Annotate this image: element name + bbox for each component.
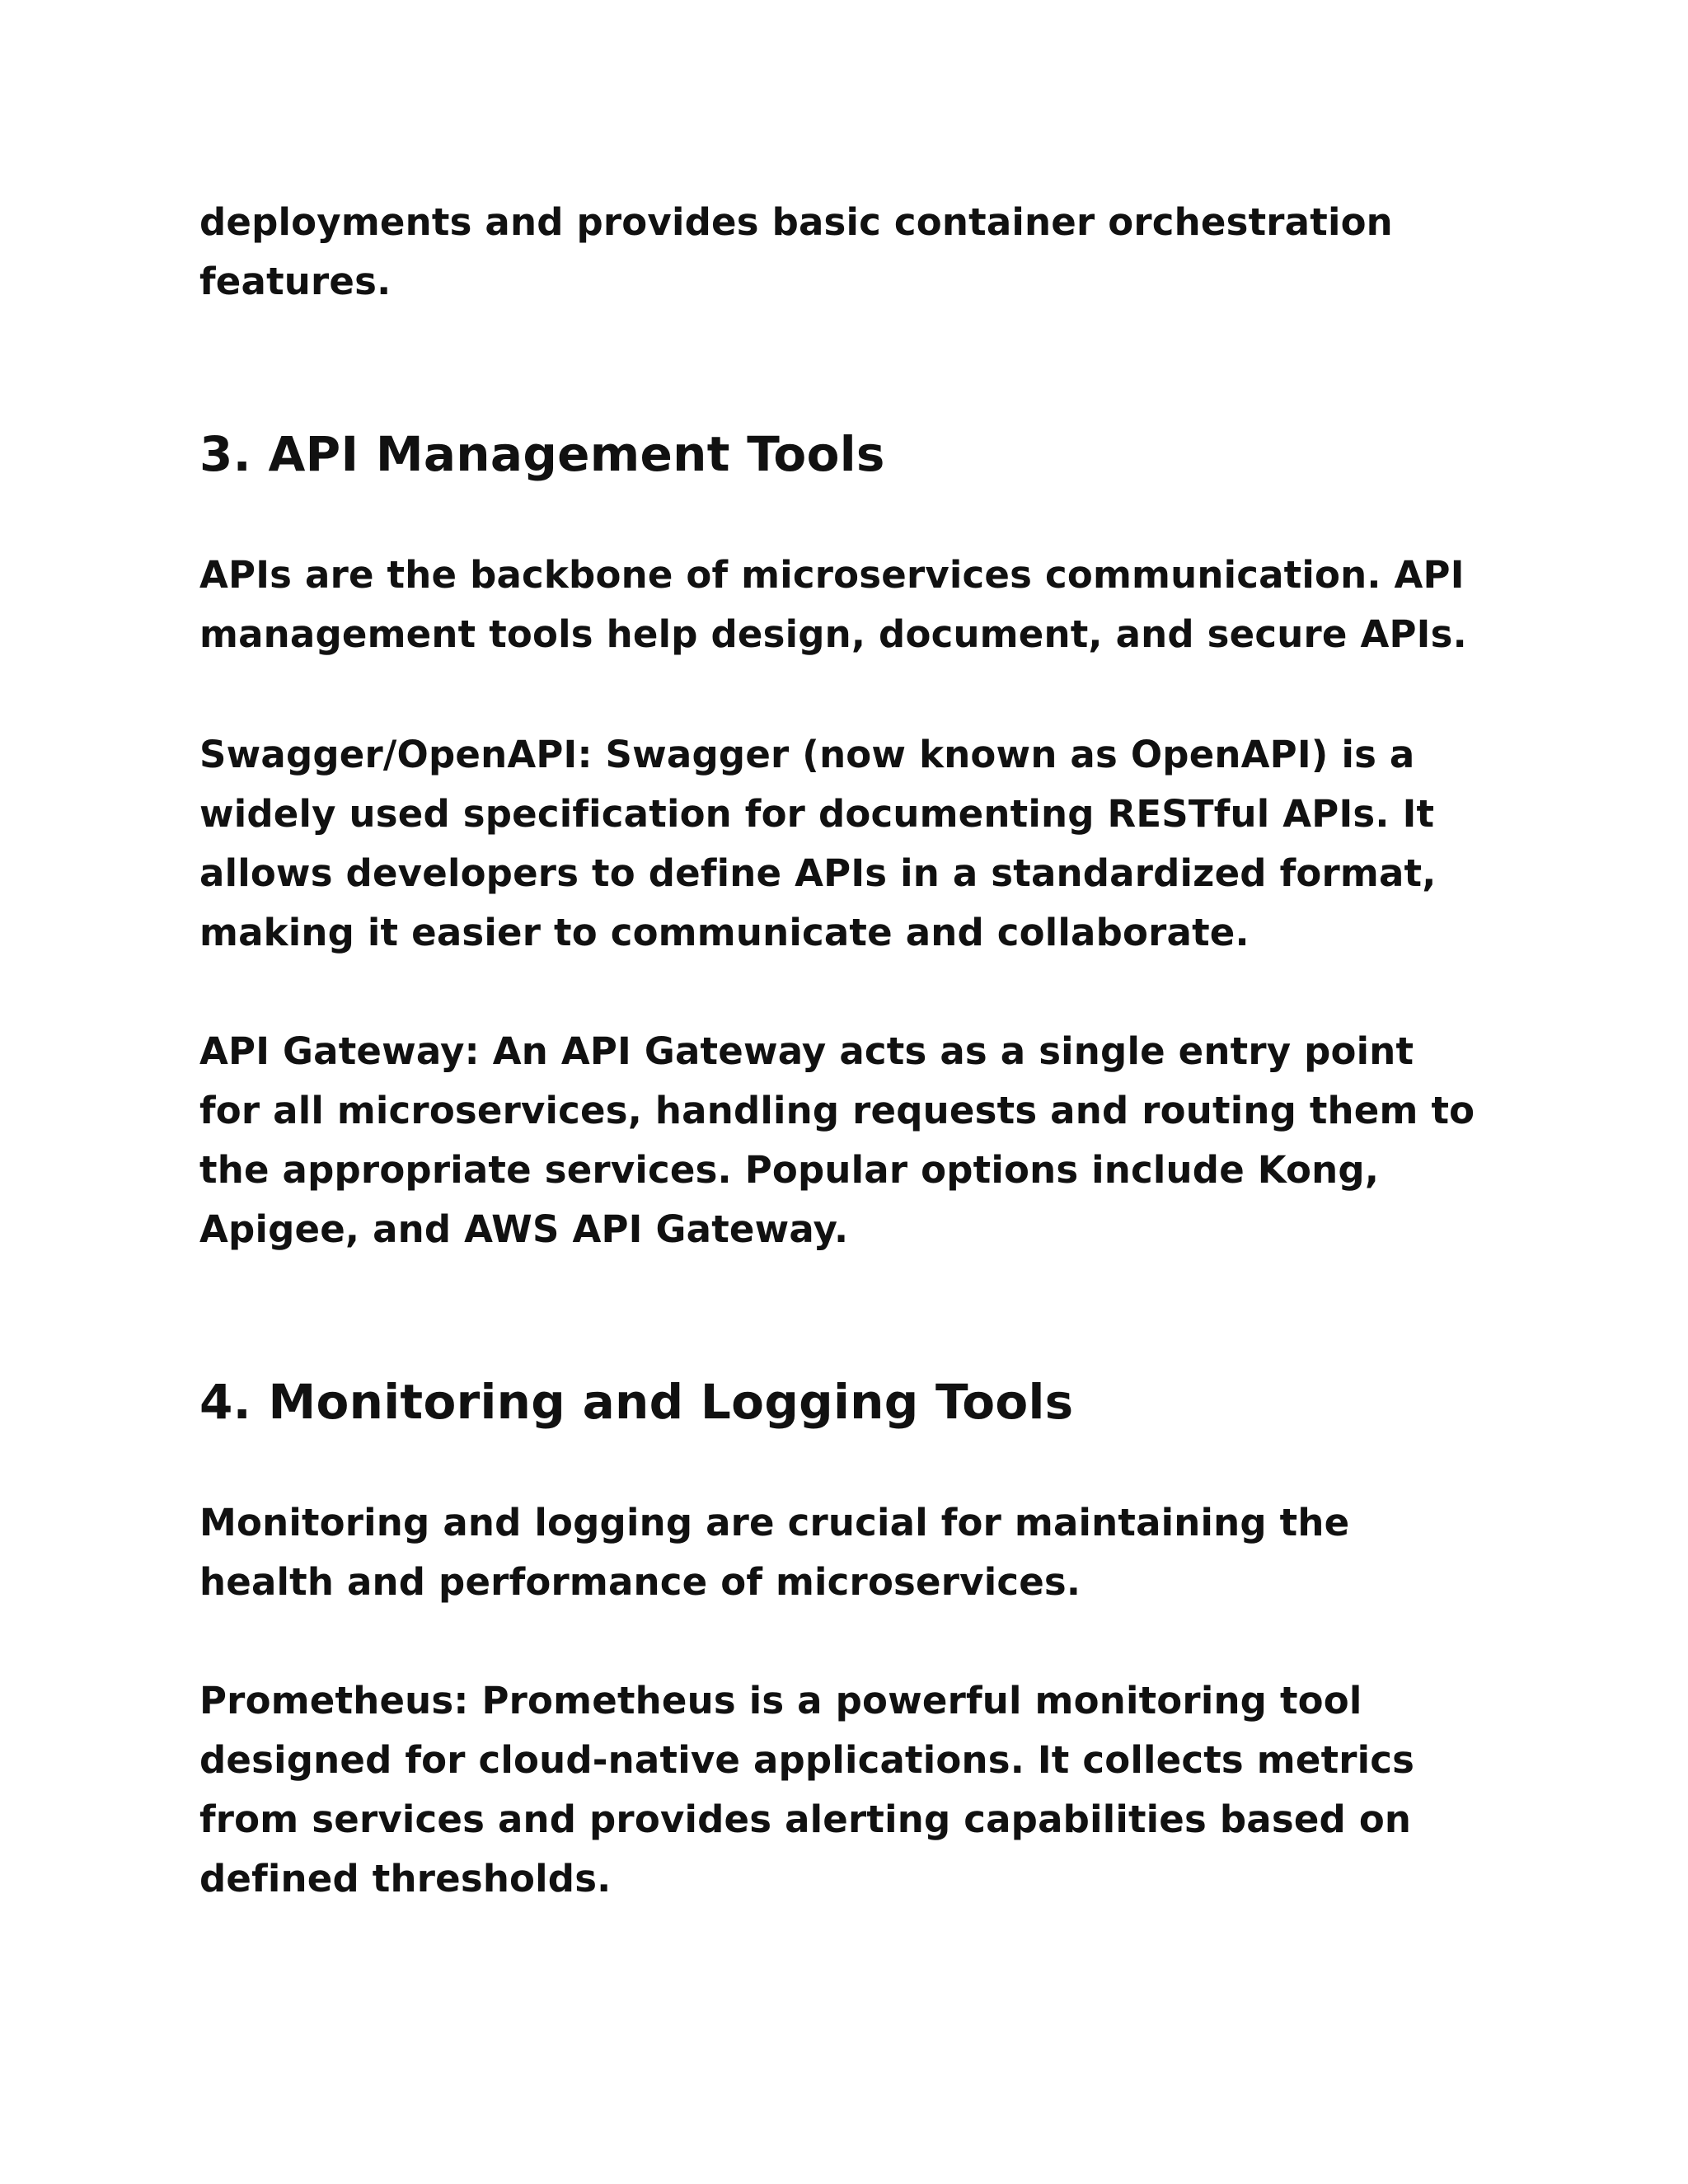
paragraph-line: deployments and provides basic container orchestration	[199, 200, 1393, 244]
paragraph-line: health and performance of microservices.	[199, 1560, 1081, 1604]
paragraph-line: features.	[199, 260, 392, 303]
section-4-heading: 4. Monitoring and Logging Tools	[199, 1374, 1074, 1430]
swagger-paragraph	[199, 725, 1535, 963]
paragraph-line: Prometheus: Prometheus is a powerful monitoring tool	[199, 1679, 1362, 1722]
paragraph-line: from services and provides alerting capabilities based on	[199, 1797, 1412, 1841]
paragraph-line: Swagger/OpenAPI: Swagger (now known as OpenAPI) is a	[199, 733, 1415, 776]
paragraph-line: the appropriate services. Popular options include Kong,	[199, 1148, 1380, 1192]
paragraph-line: for all microservices, handling requests and routing them to	[199, 1089, 1475, 1132]
paragraph-line: Monitoring and logging are crucial for maintaining the	[199, 1501, 1350, 1544]
prometheus-paragraph	[199, 1671, 1535, 1909]
section-3-heading: 3. API Management Tools	[199, 426, 885, 482]
paragraph-line: widely used specification for documenting RESTful APIs. It	[199, 792, 1435, 836]
section-3-intro-paragraph	[199, 546, 1535, 664]
paragraph-line: Apigee, and AWS API Gateway.	[199, 1207, 849, 1251]
paragraph-line: API Gateway: An API Gateway acts as a single entry point	[199, 1029, 1414, 1073]
paragraph-line: management tools help design, document, and secure APIs.	[199, 612, 1467, 656]
paragraph-line: making it easier to communicate and collaborate.	[199, 911, 1250, 954]
section-4-intro-paragraph	[199, 1493, 1535, 1612]
paragraph-line: allows developers to define APIs in a standardized format,	[199, 851, 1437, 895]
paragraph-line: defined thresholds.	[199, 1857, 612, 1900]
paragraph-line: APIs are the backbone of microservices communication. API	[199, 553, 1465, 597]
paragraph-line: designed for cloud-native applications. It collects metrics	[199, 1738, 1415, 1782]
continuation-paragraph	[199, 193, 1535, 312]
api-gateway-paragraph	[199, 1022, 1535, 1259]
